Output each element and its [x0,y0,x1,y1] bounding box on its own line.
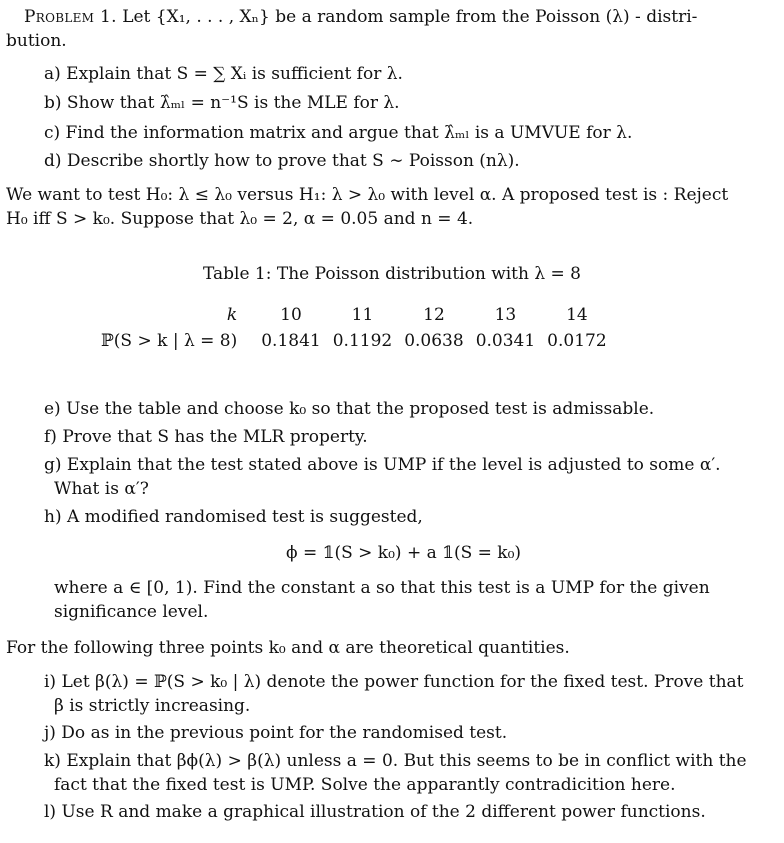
item-a: a) Explain that S = ∑ Xᵢ is sufficient for λ. [44,64,403,84]
table-cell-k: 11 [351,305,374,325]
theory-intro: For the following three points k₀ and α are theoretical quantities. [6,638,570,658]
item-k: k) Explain that βϕ(λ) > β(λ) unless a = 0. But this seems to be in conflict with the [44,751,747,771]
table-cell-prob: 0.0172 [547,331,607,351]
item-b: b) Show that λ̂ₘₗ = n⁻¹S is the MLE for λ. [44,93,400,113]
item-h: h) A modified randomised test is suggested, [44,507,423,527]
item-j: j) Do as in the previous point for the randomised test. [44,723,508,743]
problem-intro-line-1 [24,6,697,28]
item-h-where: where a ∈ [0, 1). Find the constant a so that this test is a UMP for the given [54,578,710,598]
item-d: d) Describe shortly how to prove that S ∼ Poisson (nλ). [44,151,520,171]
item-i: i) Let β(λ) = ℙ(S > k₀ | λ) denote the power function for the fixed test. Prove that [44,672,744,692]
test-statement-line-2: H₀ iff S > k₀. Suppose that λ₀ = 2, α = 0.05 and n = 4. [6,209,474,229]
test-statement-line-1: We want to test H₀: λ ≤ λ₀ versus H₁: λ > λ₀ with level α. A proposed test is : Reject [6,185,729,205]
item-l: l) Use R and make a graphical illustration of the 2 different power functions. [44,802,706,822]
table-cell-prob: 0.0638 [404,331,464,351]
table-cell-k: 13 [494,305,517,325]
problem-intro-line-2: bution. [6,31,67,51]
item-i-continued: β is strictly increasing. [54,696,251,716]
item-g: g) Explain that the test stated above is UMP if the level is adjusted to some α′. [44,455,721,475]
randomised-test-formula: ϕ = 𝟙(S > k₀) + a 𝟙(S = k₀) [286,543,522,563]
table-cell-k: 10 [280,305,302,325]
table-cell-k: 14 [566,305,588,325]
table-row-prob [95,328,613,354]
table-cell-prob: 0.0341 [475,331,536,351]
table-row-k [95,302,613,328]
table-caption: Table 1: The Poisson distribution with λ = 8 [202,264,582,284]
table-row-label-k: k [226,305,238,325]
table-cell-prob: 0.1192 [332,331,393,351]
problem-intro-text: Let {X₁, . . . , Xₙ} be a random sample from the Poisson (λ) - distri- [122,7,698,27]
item-f: f) Prove that S has the MLR property. [44,427,368,447]
table-cell-k: 12 [423,305,445,325]
table-cell-prob: 0.1841 [261,331,321,351]
item-g-continued: What is α′? [54,479,149,499]
table-row-label-prob: ℙ(S > k | λ = 8) [101,331,238,351]
item-h-continued: significance level. [54,602,209,622]
item-e: e) Use the table and choose k₀ so that the proposed test is admissable. [44,399,655,419]
item-c: c) Find the information matrix and argue that λ̂ₘₗ is a UMVUE for λ. [44,123,633,143]
item-k-continued: fact that the fixed test is UMP. Solve the apparantly contradicition here. [54,775,676,795]
poisson-table [95,302,613,354]
problem-label: Problem 1. [24,7,117,27]
